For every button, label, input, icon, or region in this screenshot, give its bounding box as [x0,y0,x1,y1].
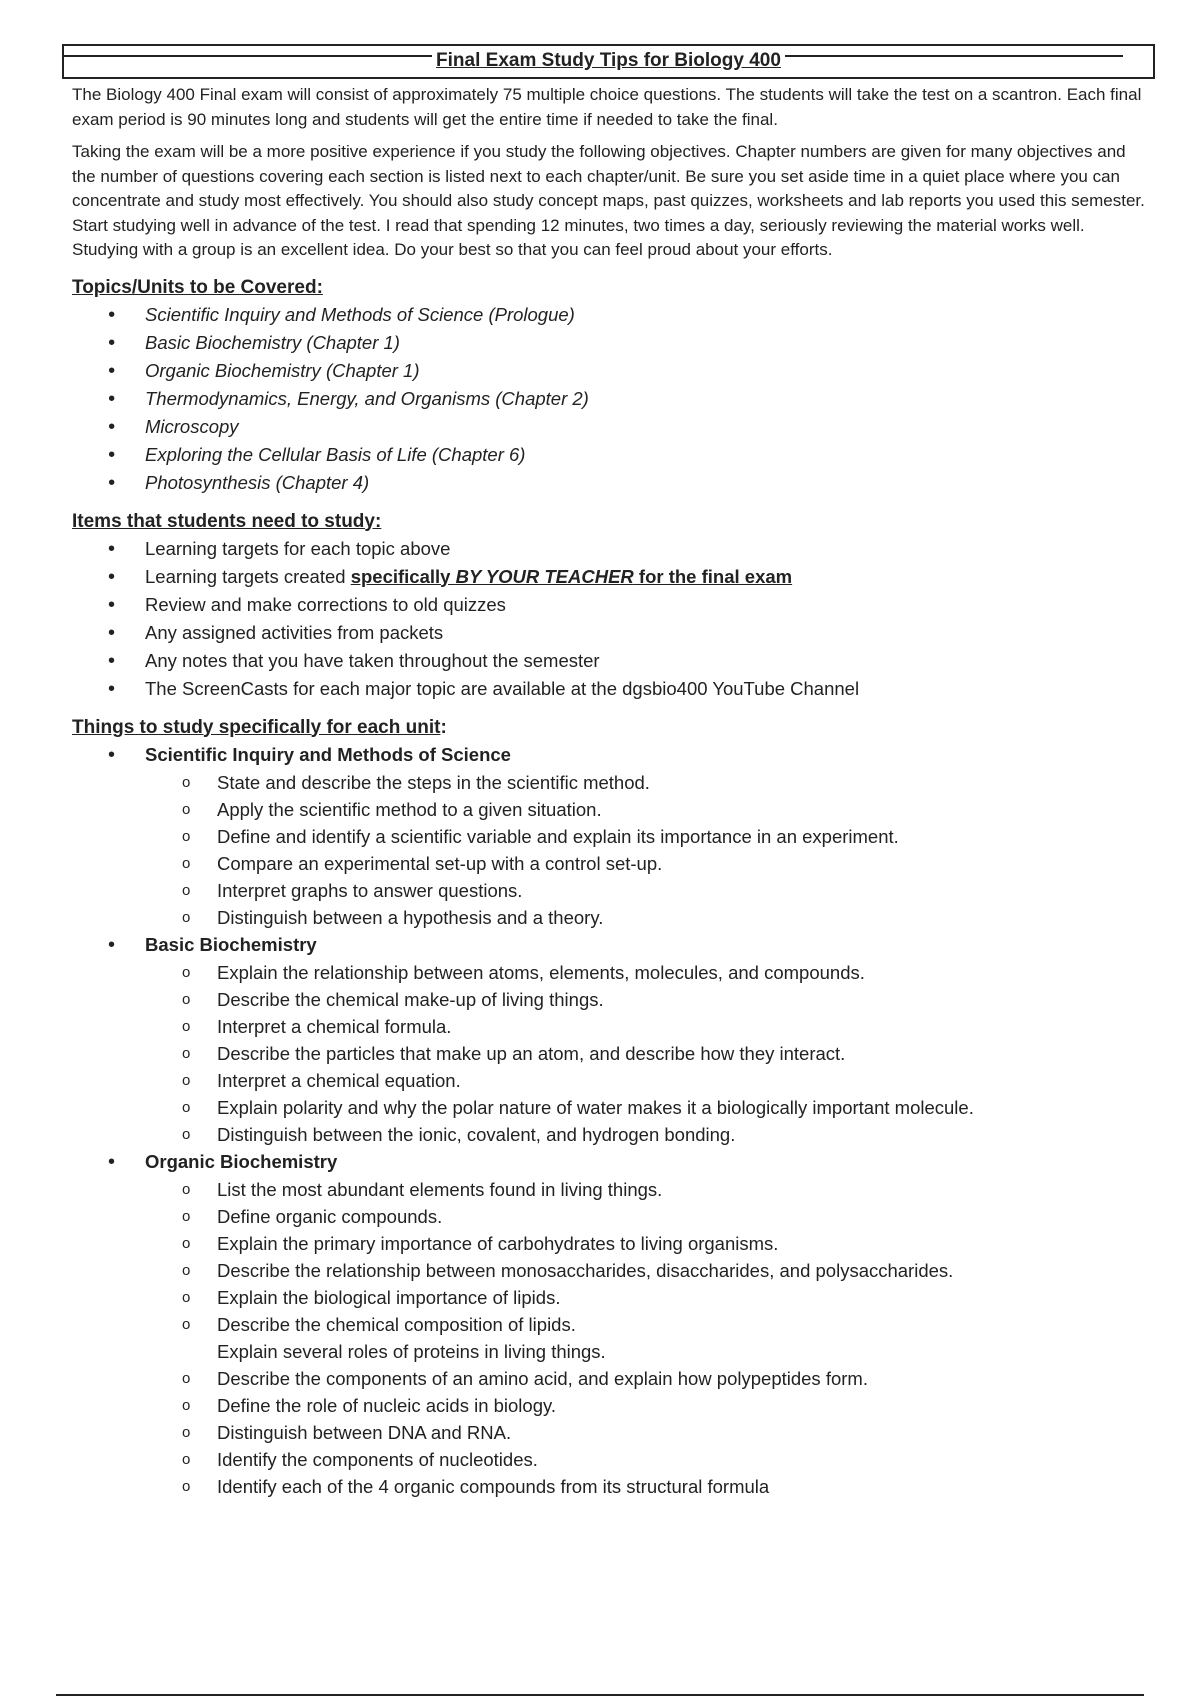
list-item: o Apply the scientific method to a given situation. [72,796,1152,823]
list-item: o Interpret a chemical formula. [72,1013,1152,1040]
item-text: Learning targets created [145,565,351,587]
title-box [62,44,1155,79]
emphasis-part-c: for the final exam [633,565,793,587]
units-list [72,741,1152,1500]
unit-organic-biochemistry [72,1148,1152,1500]
list-item: o Define and identify a scientific variable and explain its importance in an experiment. [72,823,1152,850]
footer-rule [56,1694,1144,1696]
emphasis-part-a: specifically [350,565,456,587]
objectives-list [145,1176,1152,1500]
list-item: o Compare an experimental set-up with a control set-up. [72,850,1152,877]
list-item: o Describe the relationship between monosaccharides, disaccharides, and polysaccharides. [72,1257,1152,1284]
intro-paragraph-2: Taking the exam will be a more positive experience if you study the following objectives. Chapter numbers are given for many objectives and the number of questions covering each section is listed next to each chapter/unit. Be sure you set aside time in a quiet place where you can concentrate and study most effectively. You should also study concept maps, past quizzes, worksheets and lab reports you used this semester. Start studying well in advance of the test. I read that spending 12 minutes, two times a day, seriously reviewing the material works well. Studying with a group is an excellent idea. Do your best so that you can feel proud about your efforts. [72,142,1145,259]
list-item: • The ScreenCasts for each major topic are available at the dgsbio400 YouTube Channel [72,675,1152,703]
topics-list [72,301,1152,497]
list-item: • Organic Biochemistry (Chapter 1) [72,357,1152,385]
list-item: o Describe the chemical composition of lipids. [72,1311,1152,1338]
list-item: o Explain the primary importance of carbohydrates to living organisms. [72,1230,1152,1257]
list-item: • Photosynthesis (Chapter 4) [72,469,1152,497]
list-item: • Microscopy [72,413,1152,441]
page-title: Final Exam Study Tips for Biology 400 [432,46,785,76]
topics-heading: Topics/Units to be Covered: [72,276,323,298]
unit-scientific [72,741,1152,931]
list-item: o Describe the particles that make up an atom, and describe how they interact. [72,1040,1152,1067]
list-item: • Basic Biochemistry (Chapter 1) [72,329,1152,357]
list-item: o Interpret graphs to answer questions. [72,877,1152,904]
list-item: o State and describe the steps in the scientific method. [72,769,1152,796]
unit-name: Scientific Inquiry and Methods of Science [145,743,511,765]
units-heading [72,715,1152,741]
list-item: o Identify the components of nucleotides. [72,1446,1152,1473]
list-item: o Describe the chemical make-up of living things. [72,986,1152,1013]
list-item: o Distinguish between a hypothesis and a theory. [72,904,1152,931]
list-item: o Interpret a chemical equation. [72,1067,1152,1094]
list-item: • Learning targets for each topic above [72,535,1152,563]
list-item: o Define the role of nucleic acids in biology. [72,1392,1152,1419]
list-item: • Scientific Inquiry and Methods of Science (Prologue) [72,301,1152,329]
list-item: • Any assigned activities from packets [72,619,1152,647]
list-item: o Explain polarity and why the polar nature of water makes it a biologically important molecule. [72,1094,1152,1121]
unit-name: Organic Biochemistry [145,1150,338,1172]
objectives-list [145,959,1152,1148]
unit-basic-biochemistry [72,931,1152,1148]
list-item: • Thermodynamics, Energy, and Organisms (Chapter 2) [72,385,1152,413]
teacher-emphasis [351,566,792,587]
list-item: • Any notes that you have taken throughout the semester [72,647,1152,675]
study-items-heading: Items that students need to study: [72,510,382,532]
list-item [72,563,1152,591]
unit-name: Basic Biochemistry [145,933,317,955]
emphasis-part-b: BY YOUR TEACHER [455,565,634,587]
objectives-list [145,769,1152,931]
list-item: Explain several roles of proteins in living things. [217,1340,606,1362]
list-item: o Distinguish between DNA and RNA. [72,1419,1152,1446]
intro-paragraph-1: The Biology 400 Final exam will consist of approximately 75 multiple choice questions. The students will take the test on a scantron. Each final exam period is 90 minutes long and students will get the entire time if needed to take the final. [72,85,1142,129]
list-item: • Exploring the Cellular Basis of Life (Chapter 6) [72,441,1152,469]
units-heading-colon: : [440,716,447,738]
list-item: o List the most abundant elements found in living things. [72,1176,1152,1203]
study-items-list [72,535,1152,703]
list-item: o Describe the components of an amino acid, and explain how polypeptides form. [72,1365,1152,1392]
list-item: • Review and make corrections to old quizzes [72,591,1152,619]
list-item: o Define organic compounds. [72,1203,1152,1230]
document-page [72,44,1152,1500]
list-item: o Explain the biological importance of lipids. [72,1284,1152,1311]
list-item: o Explain the relationship between atoms, elements, molecules, and compounds. [72,959,1152,986]
units-heading-text: Things to study specifically for each unit [72,716,441,738]
list-item: o Identify each of the 4 organic compounds from its structural formula [72,1473,1152,1500]
list-item: o Distinguish between the ionic, covalent, and hydrogen bonding. [72,1121,1152,1148]
